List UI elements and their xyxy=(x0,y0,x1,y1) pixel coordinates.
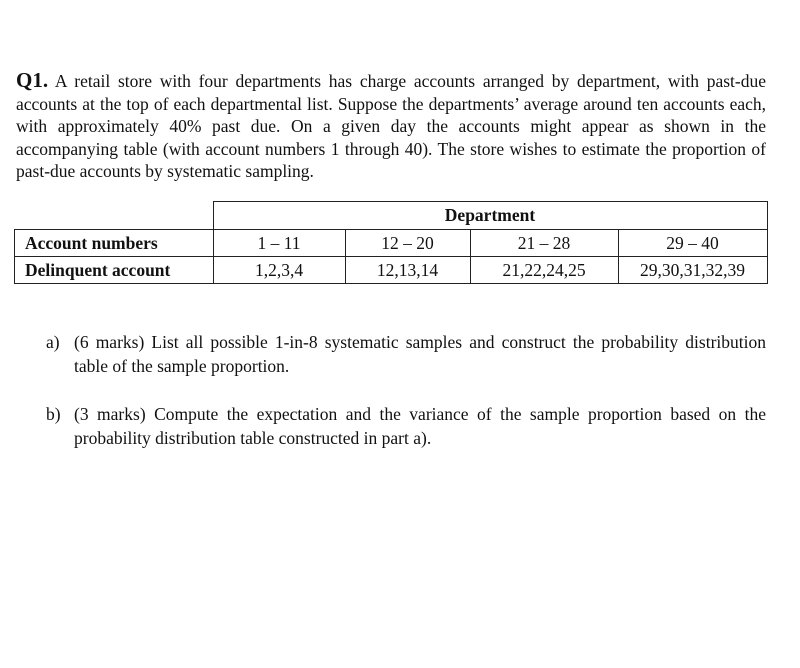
part-b xyxy=(46,402,766,450)
department-header: Department xyxy=(213,202,767,230)
table-cell: 29,30,31,32,39 xyxy=(618,257,767,284)
table-cell: 29 – 40 xyxy=(618,230,767,257)
table-cell: 12,13,14 xyxy=(345,257,470,284)
table-row xyxy=(15,230,768,257)
part-text: (3 marks) Compute the expectation and the variance of the sample proportion based on the probability distribution table constructed in part a). xyxy=(74,404,766,448)
accounts-table xyxy=(14,201,768,284)
part-text: (6 marks) List all possible 1-in-8 systematic samples and construct the probability distribution table of the sample proportion. xyxy=(74,332,766,376)
table-cell: 21,22,24,25 xyxy=(470,257,618,284)
table-cell: 21 – 28 xyxy=(470,230,618,257)
table-cell: 12 – 20 xyxy=(345,230,470,257)
question-text xyxy=(16,69,766,183)
table-row xyxy=(15,257,768,284)
table-cell: 1,2,3,4 xyxy=(213,257,345,284)
question-number: Q1. xyxy=(16,68,49,92)
row-header: Delinquent account xyxy=(15,257,214,284)
table-cell: 1 – 11 xyxy=(213,230,345,257)
row-header: Account numbers xyxy=(15,230,214,257)
question-body: A retail store with four departments has charge accounts arranged by department, with past-due accounts at the top of each departmental list. Suppose the departments’ average around ten accounts each, with approximately 40% past due. On a given day the accounts might appear as shown in the accompanying table (with account numbers 1 through 40). The store wishes to estimate the proportion of past-due accounts by systematic sampling. xyxy=(16,71,766,181)
part-a xyxy=(46,330,766,378)
part-label: a) xyxy=(46,332,60,352)
part-label: b) xyxy=(46,404,61,424)
